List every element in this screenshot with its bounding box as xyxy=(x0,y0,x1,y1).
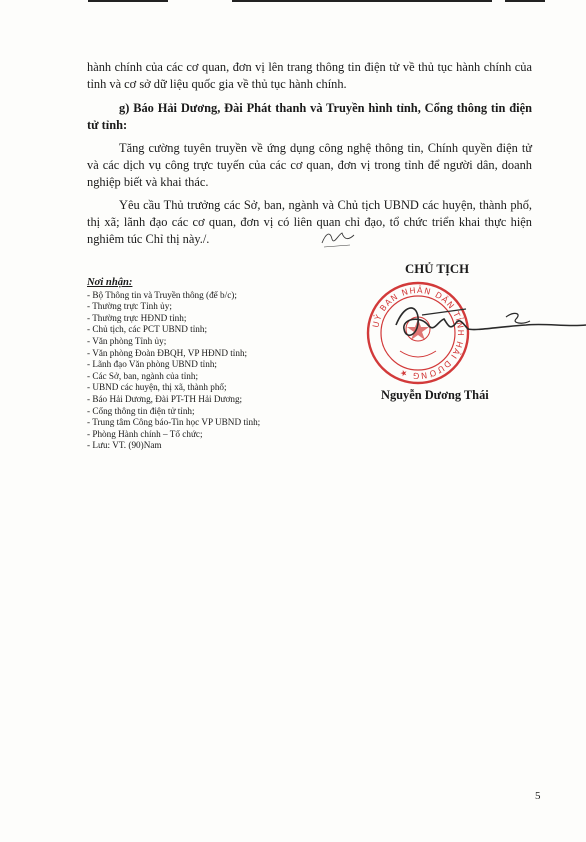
recipient-item: - Báo Hải Dương, Đài PT-TH Hải Dương; xyxy=(87,393,243,404)
recipient-item: - Thường trực Tỉnh ủy; xyxy=(87,301,172,312)
recipient-item: - Chủ tịch, các PCT UBND tỉnh; xyxy=(87,324,208,335)
recipient-item: - Lưu: VT. (90)Nam xyxy=(87,440,162,451)
signer-name: Nguyễn Dương Thái xyxy=(381,388,489,402)
section-g-heading: g) Báo Hải Dương, Đài Phát thanh và Truyền hình tỉnh, Cổng thông tin điện tử tỉnh: xyxy=(87,101,532,132)
recipient-item: - UBND các huyện, thị xã, thành phố; xyxy=(87,382,227,393)
official-seal xyxy=(364,277,472,394)
section-g-body: Tăng cường tuyên truyền về ứng dụng công nghệ thông tin, Chính quyền điện tử và các dịch vụ công trực tuyến của các cơ quan, đơn vị trong tỉnh để người dân, doanh nghiệp biết và khai thác. xyxy=(87,141,532,189)
top-rule-mid xyxy=(232,0,492,2)
recipient-item: - Các Sở, ban, ngành của tỉnh; xyxy=(87,370,198,381)
signer-position: CHỦ TỊCH xyxy=(405,262,470,276)
handwritten-initial-icon xyxy=(320,229,356,249)
top-rule-left xyxy=(88,0,168,2)
signature-icon xyxy=(386,295,586,355)
recipient-item: - Phòng Hành chính – Tổ chức; xyxy=(87,428,203,439)
recipient-item: - Trung tâm Công báo-Tin học VP UBND tỉnh; xyxy=(87,417,261,428)
top-rule-right xyxy=(505,0,545,2)
recipients-block xyxy=(87,277,260,452)
recipients-list xyxy=(87,290,260,452)
page-number: 5 xyxy=(535,790,541,802)
recipient-item: - Văn phòng Tỉnh ủy; xyxy=(87,335,167,346)
recipient-item: - Bộ Thông tin và Truyền thông (để b/c); xyxy=(87,289,237,300)
svg-text:UỶ BAN NHÂN DÂN TỈNH HẢI DƯƠNG: UỶ BAN NHÂN DÂN TỈNH HẢI DƯƠNG ★ xyxy=(370,284,467,382)
recipient-item: - Văn phòng Đoàn ĐBQH, VP HĐND tỉnh; xyxy=(87,347,248,358)
closing-paragraph: Yêu cầu Thủ trưởng các Sở, ban, ngành và Chủ tịch UBND các huyện, thành phố, thị xã; lãnh đạo các cơ quan, đơn vị có liên quan chỉ đạo, tổ chức triển khai thực hiện nghiêm túc Chỉ thị này./. xyxy=(87,198,532,246)
recipient-item: - Cổng thông tin điện tử tỉnh; xyxy=(87,405,195,416)
recipient-item: - Thường trực HĐND tỉnh; xyxy=(87,312,187,323)
recipients-title: Nơi nhận: xyxy=(87,277,133,288)
paragraph-continuation: hành chính của các cơ quan, đơn vị lên trang thông tin điện tử về thủ tục hành chính của tỉnh và cơ sở dữ liệu quốc gia về thủ tục hành chính. xyxy=(87,60,532,91)
recipient-item: - Lãnh đạo Văn phòng UBND tỉnh; xyxy=(87,359,217,370)
